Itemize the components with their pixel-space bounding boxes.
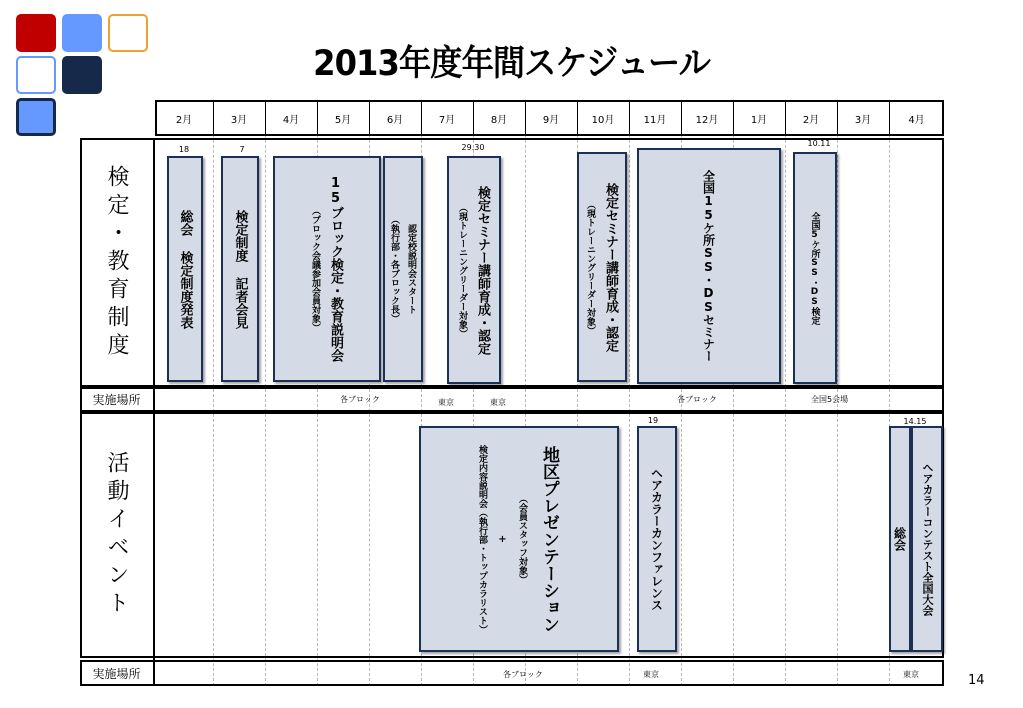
kentei-label: 検定・教育制度	[104, 164, 129, 361]
month-cell: 6月	[386, 114, 404, 126]
place-text: 東京	[903, 670, 919, 679]
month-cell: 2月	[802, 114, 820, 126]
month-cell: 12月	[695, 114, 719, 126]
place2-label: 実施場所	[92, 666, 141, 681]
page-title: 2013年度年間スケジュール	[313, 44, 710, 84]
event-general-meeting: 総会 検定制度発表	[167, 156, 203, 382]
month-cell: 11月	[643, 114, 667, 126]
event-date: 7	[239, 145, 245, 154]
month-cell: 2月	[175, 114, 193, 126]
event-date: 18	[178, 145, 190, 154]
event-seminar-instructor-1: 検定セミナー講師育成・認定 （現トレーニングリーダー対象）	[447, 156, 501, 384]
month-cell: 4月	[282, 114, 300, 126]
place-text: 全国5会場	[811, 395, 849, 404]
place-text: 各ブロック	[503, 670, 543, 679]
place-text: 東京	[643, 670, 659, 679]
schedule-grid	[92, 100, 944, 692]
month-cell: 8月	[490, 114, 508, 126]
event-date: 10.11	[807, 139, 831, 148]
event-date: 19	[647, 416, 659, 425]
katsudo-label: 活動イベント	[104, 451, 129, 619]
place-text: 各ブロック	[340, 395, 380, 404]
event-contest-national: ヘアカラーコンテスト全国大会	[911, 426, 943, 652]
event-school-briefing: 認定校説明会スタート （執行部・各ブロック長）	[383, 156, 423, 382]
event-haircolor-conference: ヘアカラーカンファレンス	[637, 426, 677, 652]
event-ss-ds-seminar: 全国15ケ所SS・DSセミナー	[637, 148, 781, 384]
logo-square-blue-framed	[16, 98, 56, 136]
month-cell: 9月	[542, 114, 560, 126]
place-text: 東京	[490, 398, 506, 407]
month-cell: 3月	[854, 114, 872, 126]
month-cell: 5月	[334, 114, 352, 126]
event-date: 14.15	[903, 417, 927, 426]
month-cell: 3月	[230, 114, 248, 126]
place1-label: 実施場所	[92, 393, 141, 407]
event-general-meeting-2: 総会	[889, 426, 911, 652]
page-number: 14	[968, 673, 985, 688]
month-cell: 7月	[438, 114, 456, 126]
event-ss-ds-exam: 全国5ケ所SS・DS検定	[793, 152, 837, 384]
place-text: 各ブロック	[677, 395, 717, 404]
event-block-briefing: 15ブロック検定・教育説明会 （ブロック会議参加会員対象）	[273, 156, 381, 382]
place-text: 東京	[438, 398, 454, 407]
event-regional-presentation: 地区プレゼンテーション （会員スタッフ対象） + 検定内容説明会（執行部・トップカラリスト）	[419, 426, 619, 652]
event-date: 29.30	[461, 143, 485, 152]
event-press-conference: 検定制度 記者会見	[221, 156, 259, 382]
month-cell: 10月	[591, 114, 615, 126]
month-cell: 4月	[908, 114, 925, 126]
event-seminar-instructor-2: 検定セミナー講師育成・認定 （現トレーニングリーダー対象）	[577, 152, 627, 382]
month-cell: 1月	[750, 114, 768, 126]
